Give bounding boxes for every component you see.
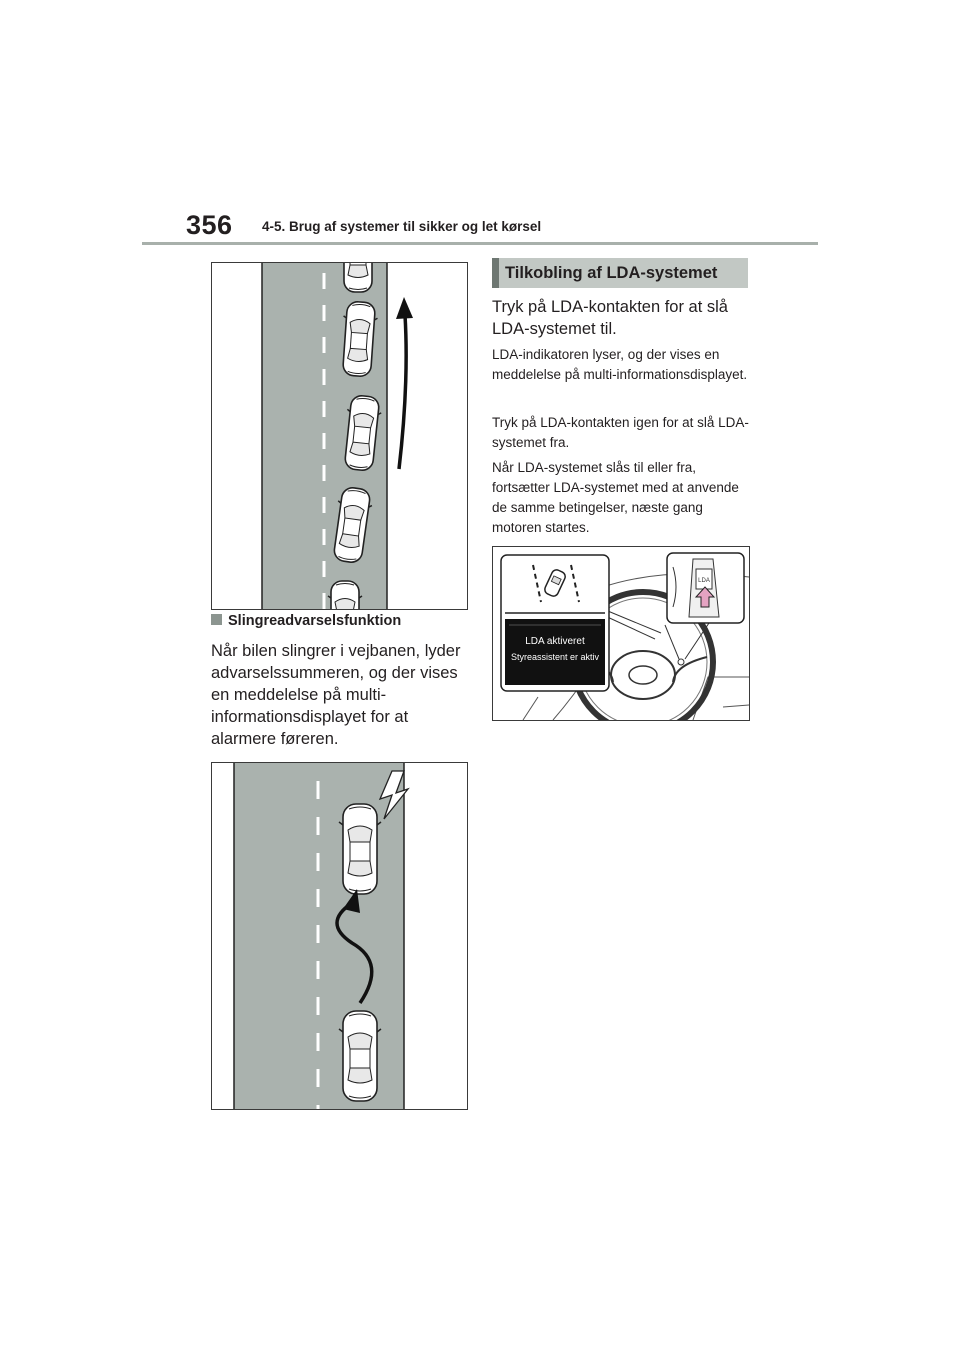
lda-note-off: Tryk på LDA-kontakten igen for at slå LDA-systemet fra. — [492, 415, 749, 450]
page-number: 356 — [186, 210, 233, 240]
car-drift-5 — [328, 581, 362, 609]
car-drift-1 — [341, 263, 375, 292]
lda-switch-label: LDA — [698, 578, 710, 584]
display-line-2: Styreassistent er aktiv — [510, 652, 600, 662]
sway-subheading-text: Slingreadvarselsfunktion — [228, 613, 402, 629]
lda-instruction: Tryk på LDA-kontakten for at slå LDA-systemet til. — [492, 298, 728, 338]
chapter-title: 4-5. Brug af systemer til sikker og let kørsel — [262, 219, 542, 234]
header-rule — [142, 242, 818, 245]
car-start — [339, 1011, 381, 1101]
lda-section-title: Tilkobling af LDA-systemet — [492, 258, 748, 288]
sway-paragraph: Når bilen slingrer i vejbanen, lyder advarselssummeren, og der vises en meddelelse på multi-informationsdisplayet for at alarmere føreren. — [211, 642, 461, 748]
lda-note-persist: Når LDA-systemet slås til eller fra, fortsætter LDA-systemet med at anvende de samme betingelser, næste gang motoren startes. — [492, 460, 739, 535]
lda-switch-illustration — [492, 546, 750, 721]
drift-arrow-icon — [399, 315, 406, 469]
square-bullet-icon — [211, 614, 222, 625]
sway-subheading — [211, 613, 401, 629]
lda-note-indicator: LDA-indikatoren lyser, og der vises en meddelelse på multi-informationsdisplayet. — [492, 347, 748, 382]
car-swayed — [339, 804, 381, 894]
sway-illustration — [211, 762, 468, 1110]
drift-illustration — [211, 262, 468, 610]
display-line-1: LDA aktiveret — [525, 636, 585, 647]
